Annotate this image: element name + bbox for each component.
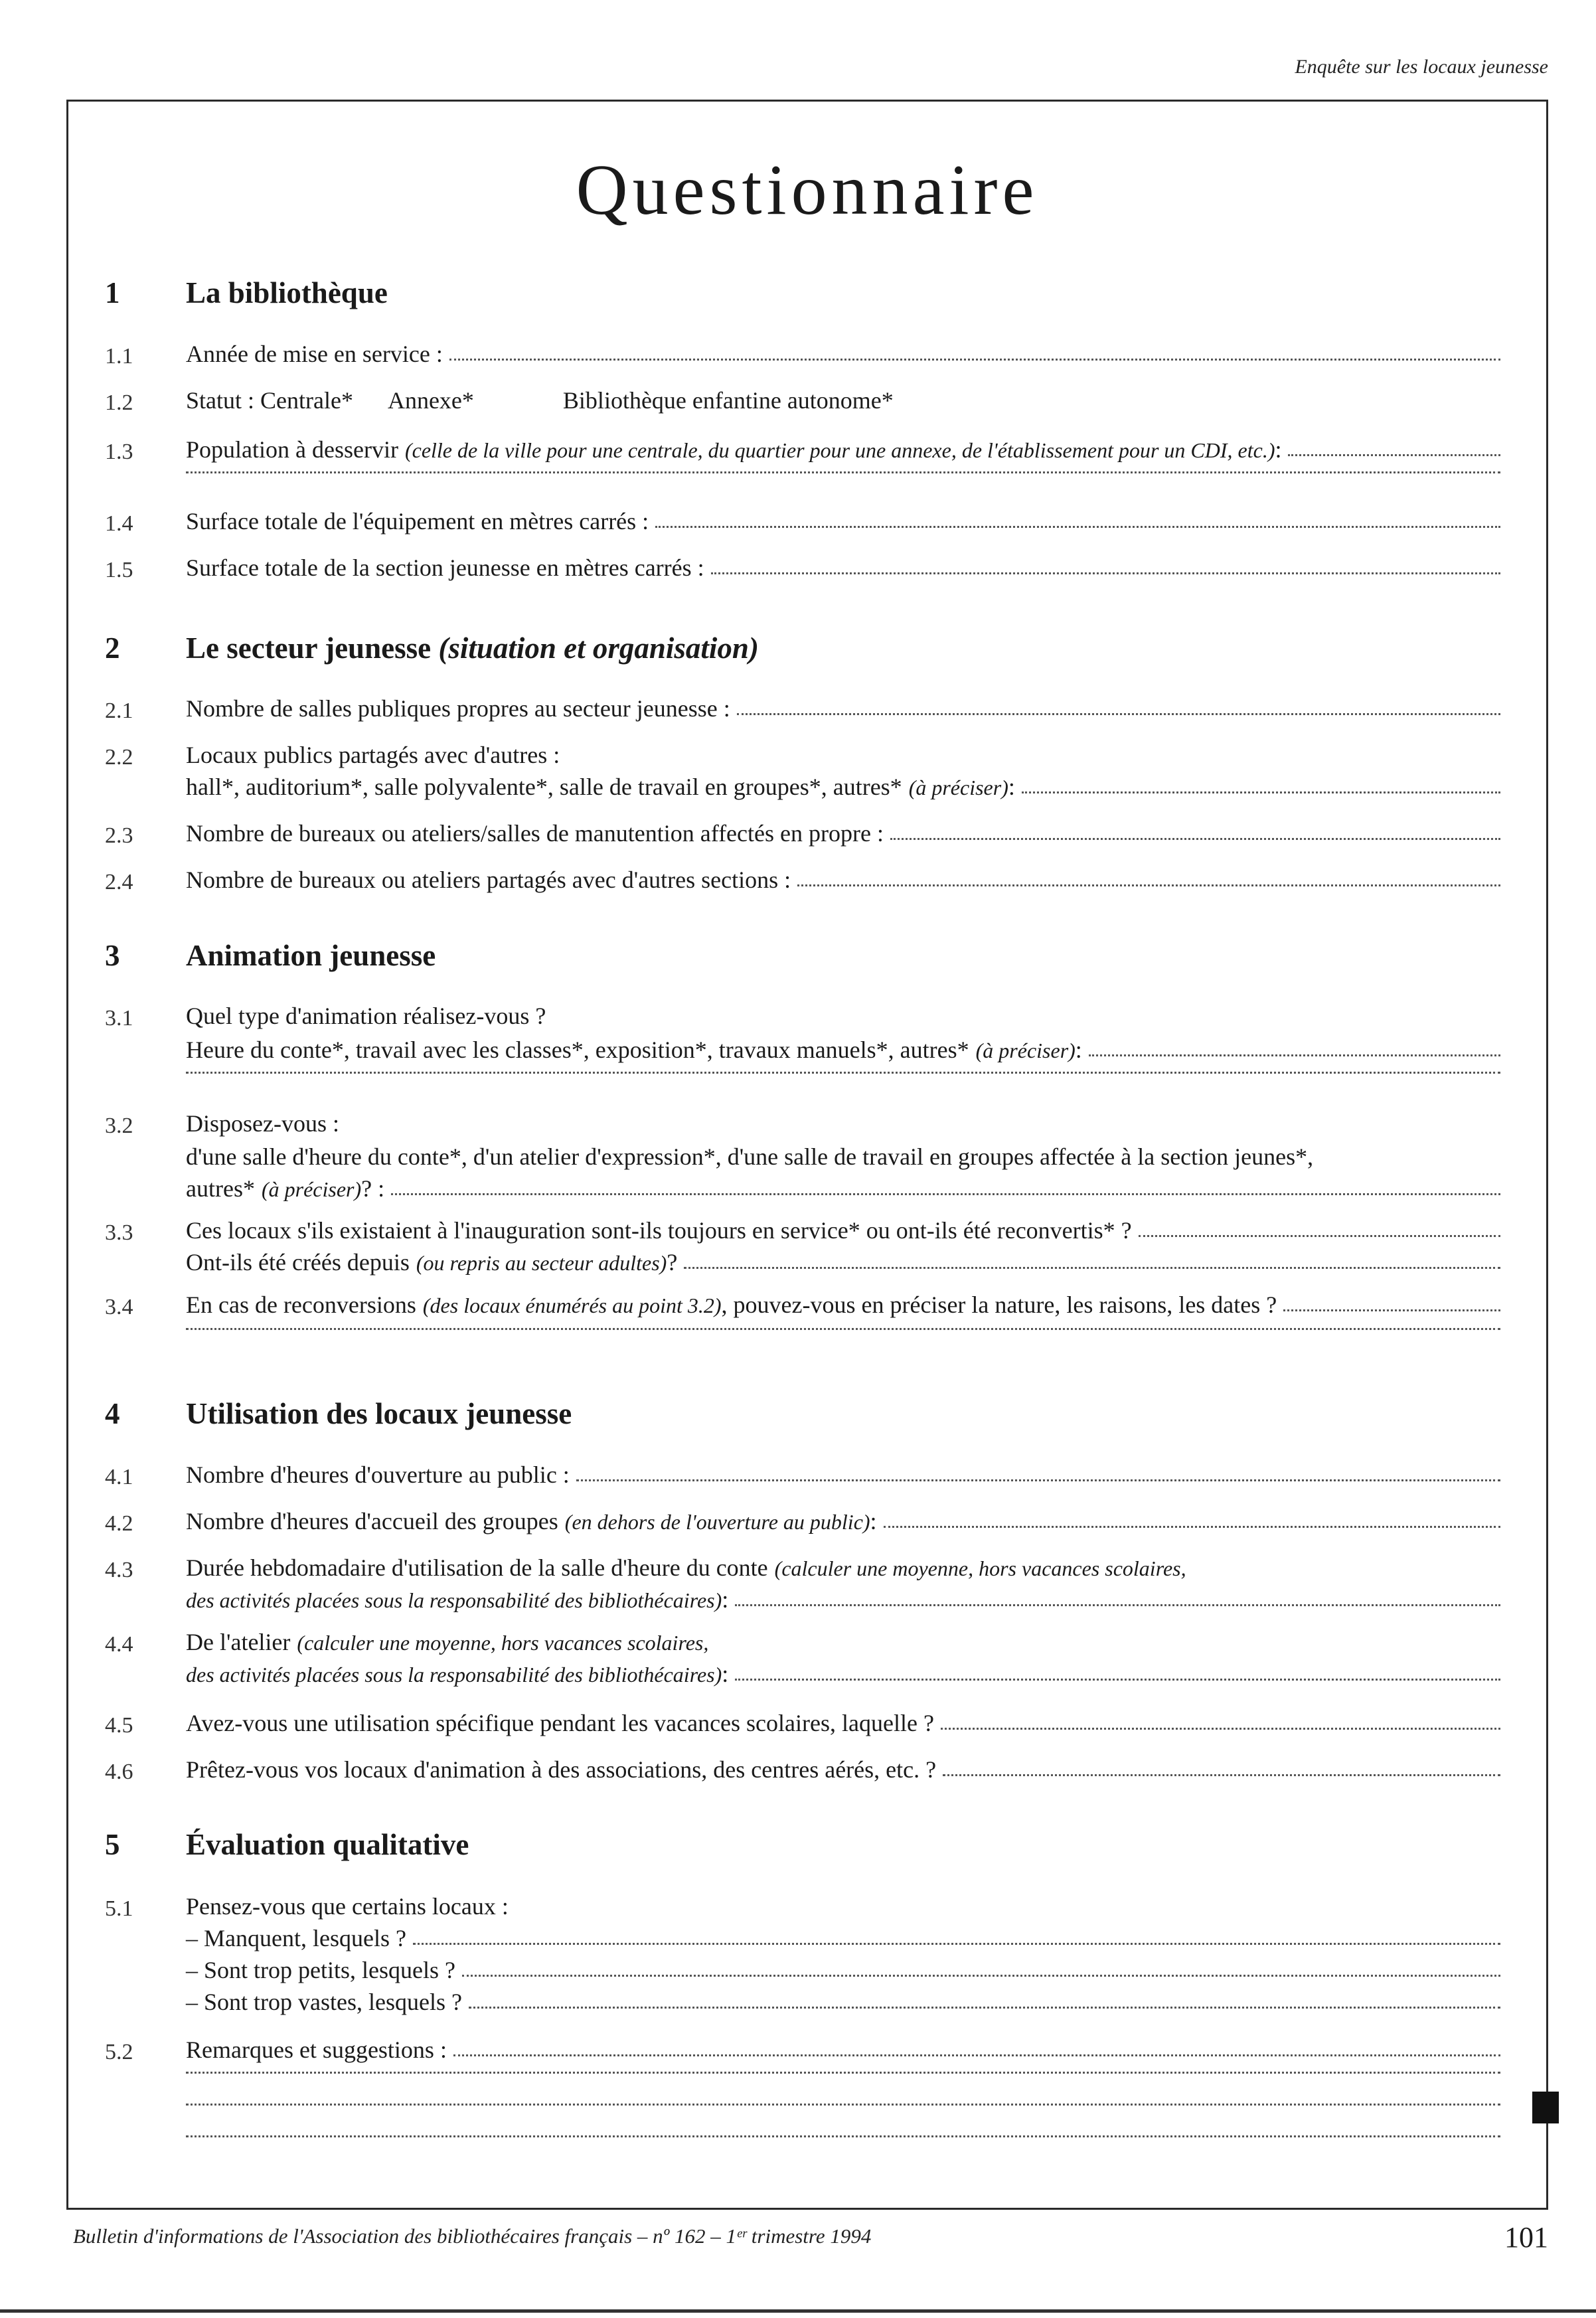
section-title: Évaluation qualitative: [186, 1828, 469, 1861]
answer-field[interactable]: [469, 2004, 1500, 2009]
question-number: 1.2: [105, 390, 133, 415]
question-tail: , pouvez-vous en préciser la nature, les raisons, les dates ?: [721, 1291, 1277, 1318]
answer-field[interactable]: [655, 523, 1500, 528]
statut-enfantine-option[interactable]: Bibliothèque enfantine autonome*: [562, 387, 894, 414]
question-number: 4.4: [105, 1632, 133, 1657]
question-text: Disposez-vous :: [186, 1110, 339, 1137]
answer-continuation: [186, 1327, 1500, 1347]
question-text: Nombre de bureaux ou ateliers partagés avec d'autres sections :: [186, 867, 791, 893]
answer-field[interactable]: [576, 1477, 1500, 1481]
question-2-1: [186, 695, 1500, 724]
question-note: (à préciser): [908, 776, 1008, 799]
question-number: 4.6: [105, 1760, 133, 1784]
answer-field[interactable]: [684, 1264, 1500, 1269]
question-note: (ou repris au secteur adultes): [416, 1251, 667, 1275]
question-number: 4.5: [105, 1713, 133, 1738]
question-note: des activités placées sous la responsabilité des bibliothécaires): [186, 1588, 722, 1612]
section-title-text: Le secteur jeunesse: [186, 631, 432, 665]
question-2-2-line-1: [186, 741, 1500, 770]
answer-field[interactable]: [1288, 452, 1500, 456]
question-3-1-line-2: [186, 1036, 1500, 1065]
answer-field[interactable]: [1089, 1052, 1500, 1056]
answer-field[interactable]: [186, 469, 1500, 473]
section-number: 4: [105, 1397, 120, 1430]
section-number: 5: [105, 1828, 120, 1861]
question-3-3-line-2: [186, 1248, 1500, 1278]
answer-field[interactable]: [186, 1325, 1500, 1330]
question-number: 2.2: [105, 745, 133, 770]
answer-field[interactable]: [941, 1725, 1500, 1730]
question-note: (calculer une moyenne, hors vacances scolaires,: [297, 1631, 709, 1655]
question-note: des activités placées sous la responsabilité des bibliothécaires): [186, 1663, 722, 1687]
question-5-1-line-2: [186, 1924, 1500, 1953]
question-number: 3.3: [105, 1220, 133, 1245]
answer-continuation: [186, 2070, 1500, 2090]
answer-field[interactable]: [186, 2069, 1500, 2074]
answer-field[interactable]: [1139, 1232, 1500, 1237]
question-number: 1.1: [105, 344, 133, 369]
question-text: Ont-ils été créés depuis: [186, 1249, 410, 1276]
answer-continuation: [186, 470, 1500, 490]
question-2-2-line-2: [186, 773, 1500, 802]
question-note: (en dehors de l'ouverture au public): [564, 1510, 870, 1534]
question-3-1-line-1: [186, 1002, 1500, 1031]
question-text: Surface totale de l'équipement en mètres carrés :: [186, 508, 649, 535]
answer-field[interactable]: [797, 882, 1500, 886]
answer-field[interactable]: [413, 1940, 1500, 1945]
question-4-6: [186, 1756, 1500, 1785]
section-number: 1: [105, 276, 120, 309]
question-number: 4.1: [105, 1465, 133, 1489]
question-text: Avez-vous une utilisation spécifique pendant les vacances scolaires, laquelle ?: [186, 1710, 934, 1736]
question-tail: ?: [667, 1249, 678, 1276]
question-note: (des locaux énumérés au point 3.2): [422, 1293, 722, 1317]
question-number: 5.1: [105, 1896, 133, 1921]
question-text: – Sont trop petits, lesquels ?: [186, 1957, 455, 1983]
question-note: (à préciser): [261, 1177, 362, 1201]
question-number: 1.3: [105, 440, 133, 464]
answer-continuation: [186, 2134, 1500, 2154]
question-tail: :: [870, 1508, 877, 1534]
running-head: Enquête sur les locaux jeunesse: [1295, 56, 1548, 78]
page-title: Questionnaire: [576, 151, 1039, 230]
question-number: 2.4: [105, 870, 133, 894]
question-tail: :: [1075, 1036, 1082, 1063]
question-4-2: [186, 1507, 1500, 1536]
question-tail: :: [1008, 774, 1015, 800]
question-text: Population à desservir: [186, 436, 398, 463]
question-1-5: [186, 554, 1500, 583]
question-3-2-line-3: [186, 1175, 1500, 1204]
question-text: En cas de reconversions: [186, 1291, 416, 1318]
footer-citation: Bulletin d'informations de l'Association des bibliothécaires français – nº 162 – 1ᵉʳ trimestre 1994: [73, 2224, 872, 2248]
question-text: Locaux publics partagés avec d'autres :: [186, 742, 560, 768]
answer-field[interactable]: [453, 2052, 1500, 2056]
question-3-3-line-1: [186, 1216, 1500, 1246]
question-1-4: [186, 507, 1500, 537]
question-number: 3.4: [105, 1295, 133, 1319]
question-number: 1.5: [105, 558, 133, 582]
question-number: 4.2: [105, 1511, 133, 1536]
question-5-1-line-1: [186, 1892, 1500, 1922]
section-title: Animation jeunesse: [186, 939, 436, 972]
question-text: – Manquent, lesquels ?: [186, 1925, 406, 1951]
question-text: Nombre de bureaux ou ateliers/salles de manutention affectés en propre :: [186, 820, 884, 847]
page-number: 101: [1504, 2221, 1548, 2254]
question-1-3: [186, 436, 1500, 465]
section-number: 3: [105, 939, 120, 972]
question-3-2-line-1: [186, 1110, 1500, 1139]
question-text: autres*: [186, 1175, 255, 1202]
question-number: 4.3: [105, 1558, 133, 1582]
question-4-3-line-1: [186, 1554, 1500, 1583]
question-number: 2.3: [105, 823, 133, 848]
question-tail: ? :: [361, 1175, 385, 1202]
section-title-italic: (situation et organisation): [438, 631, 759, 665]
question-4-4-line-1: [186, 1628, 1500, 1657]
question-text: Remarques et suggestions :: [186, 2036, 447, 2063]
question-text: Nombre d'heures d'accueil des groupes: [186, 1508, 558, 1534]
question-4-3-line-2: [186, 1586, 1500, 1615]
question-text: Nombre d'heures d'ouverture au public :: [186, 1461, 570, 1488]
answer-field[interactable]: [391, 1191, 1500, 1195]
corner-mark: [1532, 2092, 1559, 2123]
question-tail: :: [1275, 436, 1282, 463]
bottom-rule: [0, 2309, 1596, 2313]
question-text: Nombre de salles publiques propres au secteur jeunesse :: [186, 695, 730, 722]
question-1-2: [186, 386, 1500, 416]
question-number: 2.1: [105, 699, 133, 723]
question-text: d'une salle d'heure du conte*, d'un atelier d'expression*, d'une salle de travail en groupes affectée à la section jeunes*,: [186, 1143, 1314, 1170]
section-title: Utilisation des locaux jeunesse: [186, 1397, 572, 1430]
answer-continuation: [186, 1070, 1500, 1090]
question-5-2: [186, 2036, 1500, 2065]
question-number: 1.4: [105, 511, 133, 536]
answer-field[interactable]: [735, 1676, 1500, 1681]
question-text: Durée hebdomadaire d'utilisation de la salle d'heure du conte: [186, 1554, 768, 1581]
question-4-1: [186, 1461, 1500, 1490]
question-text: Prêtez-vous vos locaux d'animation à des associations, des centres aérés, etc. ?: [186, 1756, 937, 1783]
statut-annexe-option[interactable]: Annexe*: [387, 387, 474, 414]
question-5-1-line-4: [186, 1988, 1500, 2017]
section-number: 2: [105, 631, 120, 665]
question-2-4: [186, 866, 1500, 895]
question-text: Pensez-vous que certains locaux :: [186, 1893, 509, 1920]
question-number: 3.1: [105, 1006, 133, 1031]
answer-field[interactable]: [890, 835, 1500, 840]
answer-field[interactable]: [711, 570, 1500, 574]
question-text: Surface totale de la section jeunesse en mètres carrés :: [186, 554, 704, 581]
question-3-2-line-2: [186, 1143, 1500, 1172]
question-4-5: [186, 1709, 1500, 1738]
question-1-1: [186, 340, 1500, 369]
question-note: (à préciser): [975, 1038, 1076, 1062]
question-text: Ces locaux s'ils existaient à l'inauguration sont-ils toujours en service* ou ont-ils été reconvertis* ?: [186, 1217, 1132, 1244]
question-text: hall*, auditorium*, salle polyvalente*, salle de travail en groupes*, autres*: [186, 774, 902, 800]
question-tail: :: [722, 1661, 729, 1687]
question-text: – Sont trop vastes, lesquels ?: [186, 1989, 462, 2015]
answer-field[interactable]: [737, 710, 1500, 715]
answer-field[interactable]: [1022, 789, 1500, 793]
question-text: Heure du conte*, travail avec les classes*, exposition*, travaux manuels*, autres*: [186, 1036, 969, 1063]
answer-field[interactable]: [462, 1972, 1500, 1977]
answer-field[interactable]: [186, 2133, 1500, 2137]
answer-field[interactable]: [449, 356, 1500, 361]
question-number: 3.2: [105, 1114, 133, 1138]
answer-field[interactable]: [186, 1069, 1500, 1074]
question-note: (calculer une moyenne, hors vacances scolaires,: [774, 1556, 1186, 1580]
answer-continuation: [186, 2102, 1500, 2122]
answer-field[interactable]: [735, 1602, 1500, 1606]
question-5-1-line-3: [186, 1956, 1500, 1985]
section-title: La bibliothèque: [186, 276, 388, 309]
question-tail: :: [722, 1586, 729, 1613]
question-text: Quel type d'animation réalisez-vous ?: [186, 1003, 546, 1029]
statut-centrale-option[interactable]: Statut : Centrale*: [186, 387, 353, 414]
question-number: 5.2: [105, 2040, 133, 2064]
answer-field[interactable]: [884, 1523, 1500, 1528]
question-4-4-line-2: [186, 1660, 1500, 1689]
question-2-3: [186, 819, 1500, 849]
section-title: [186, 631, 759, 665]
question-text: Année de mise en service :: [186, 341, 443, 367]
answer-field[interactable]: [943, 1772, 1500, 1776]
answer-field[interactable]: [1283, 1307, 1500, 1311]
answer-field[interactable]: [186, 2101, 1500, 2106]
question-note: (celle de la ville pour une centrale, du quartier pour une annexe, de l'établissement pour un CDI, etc.): [404, 438, 1275, 462]
question-3-4: [186, 1291, 1500, 1320]
question-text: De l'atelier: [186, 1629, 291, 1655]
